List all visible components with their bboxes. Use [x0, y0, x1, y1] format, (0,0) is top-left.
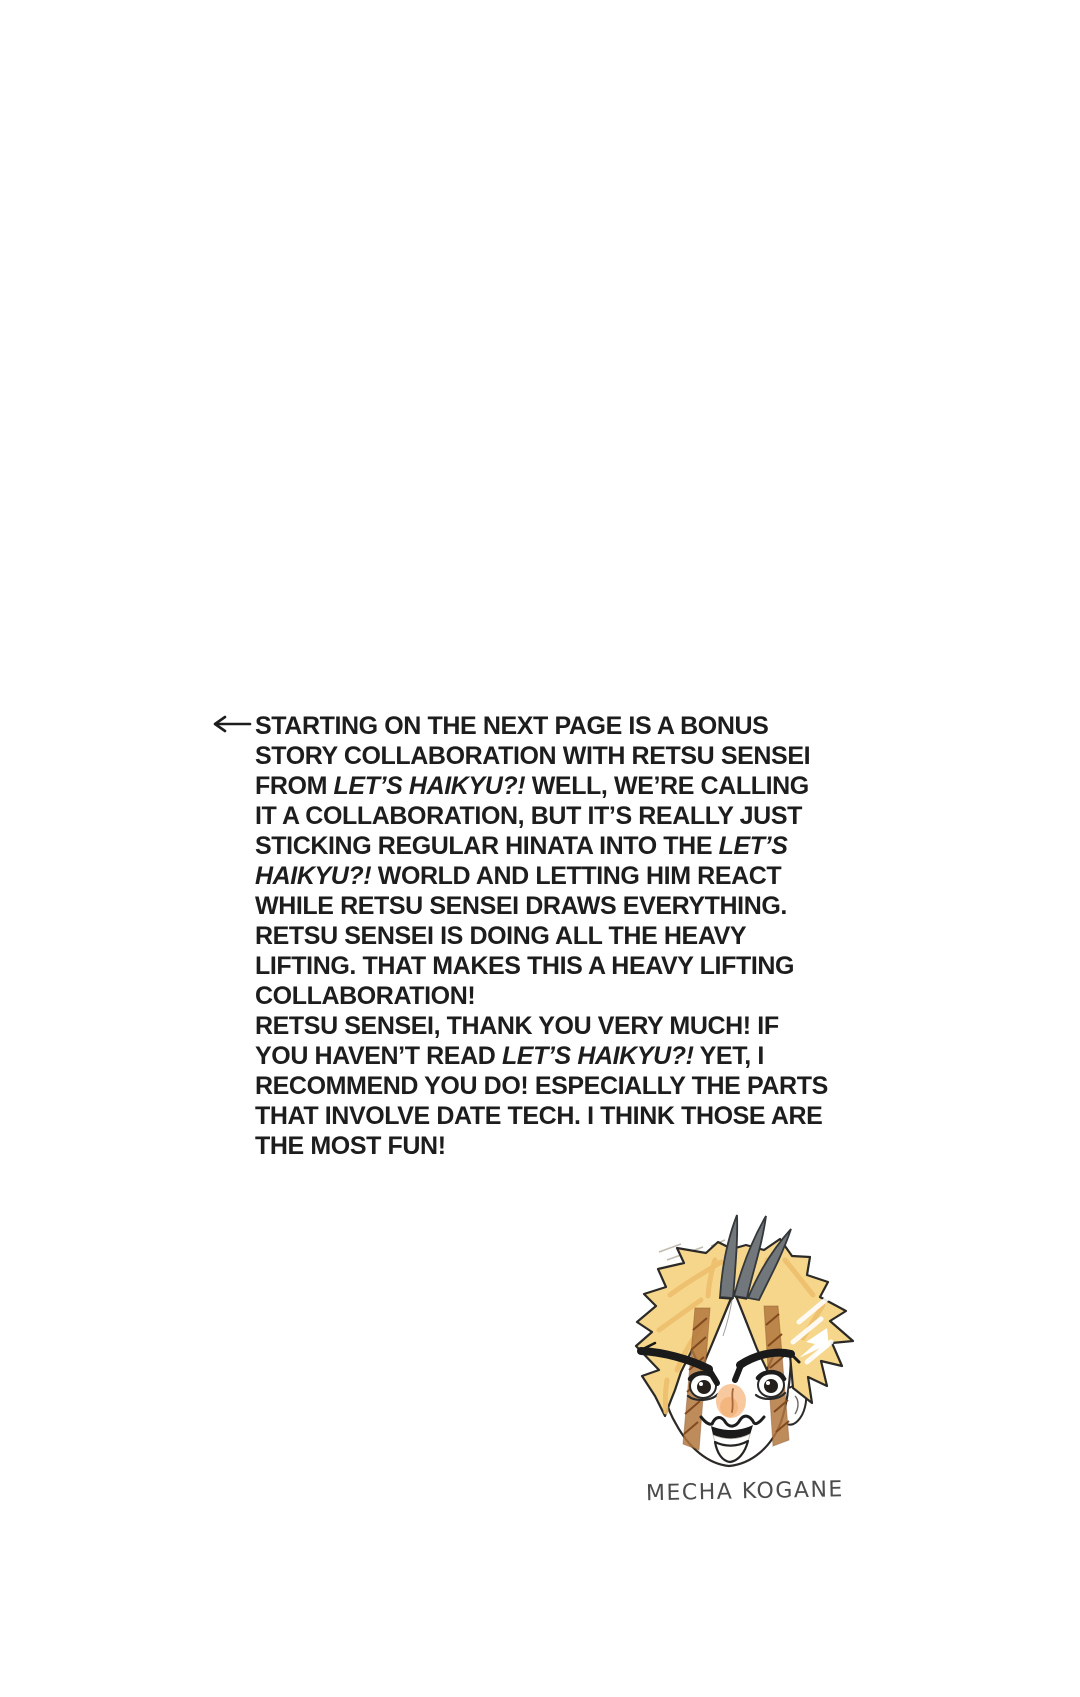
note-line: STORY COLLABORATION WITH RETSU SENSEI: [255, 742, 811, 770]
left-arrow-glyph: [211, 712, 253, 736]
note-line: HAIKYU?! WORLD AND LETTING HIM REACT: [255, 862, 782, 890]
note-line: RETSU SENSEI, THANK YOU VERY MUCH! IF: [255, 1012, 779, 1040]
note-line: WHILE RETSU SENSEI DRAWS EVERYTHING.: [255, 892, 787, 920]
note-line: STARTING ON THE NEXT PAGE IS A BONUS: [255, 712, 769, 740]
note-line: RETSU SENSEI IS DOING ALL THE HEAVY: [255, 922, 747, 950]
note-line: THAT INVOLVE DATE TECH. I THINK THOSE ARE: [255, 1102, 823, 1130]
note-line: RECOMMEND YOU DO! ESPECIALLY THE PARTS: [255, 1072, 828, 1100]
mecha-kogane-sketch: [615, 1200, 865, 1490]
note-text: [255, 711, 855, 1161]
note-line: THE MOST FUN!: [255, 1132, 446, 1160]
note-line: FROM LET’S HAIKYU?! WELL, WE’RE CALLING: [255, 772, 809, 800]
drawing-caption: MECHA KOGANE: [645, 1477, 845, 1507]
note-line: IT A COLLABORATION, BUT IT’S REALLY JUST: [255, 802, 802, 830]
left-arrow-icon: [211, 712, 253, 736]
note-line: STICKING REGULAR HINATA INTO THE LET’S: [255, 832, 788, 860]
note-line: LIFTING. THAT MAKES THIS A HEAVY LIFTING: [255, 952, 795, 980]
nose: [716, 1384, 746, 1418]
note-line: YOU HAVEN’T READ LET’S HAIKYU?! YET, I: [255, 1042, 764, 1070]
note-line: COLLABORATION!: [255, 982, 476, 1010]
